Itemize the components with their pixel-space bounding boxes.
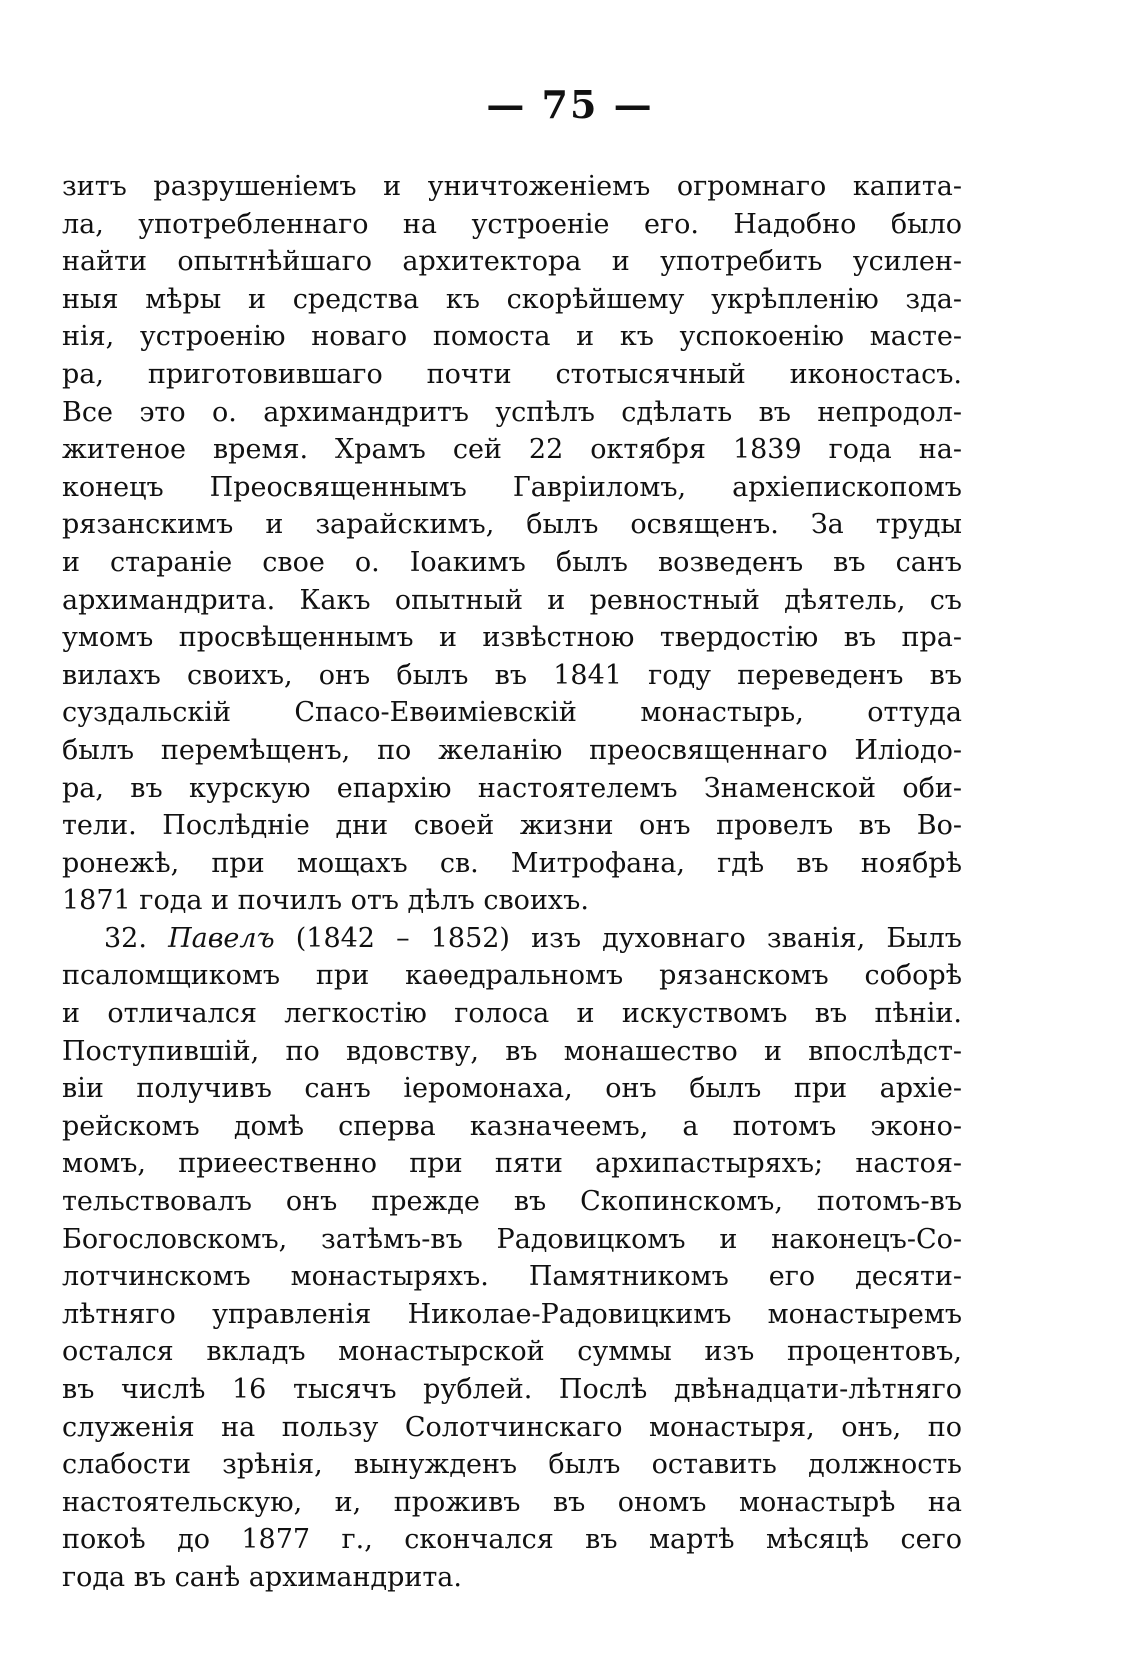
text-line: ронежѣ, при мощахъ св. Митрофана, гдѣ въ ноябрѣ bbox=[62, 847, 962, 879]
text-line: ра, приготовившаго почти стотысячный иконостасъ. bbox=[62, 358, 962, 390]
entry-name: Павелъ bbox=[168, 922, 275, 954]
text-line: умомъ просвѣщеннымъ и извѣстною твердостію въ пра- bbox=[62, 622, 962, 654]
text-line: житеное время. Храмъ сей 22 октября 1839 года на- bbox=[62, 434, 962, 466]
text-line: псаломщикомъ при каѳедральномъ рязанскомъ соборѣ bbox=[62, 960, 962, 992]
text-line: слабости зрѣнія, вынужденъ былъ оставить должность bbox=[62, 1449, 962, 1481]
paragraph-1 bbox=[62, 168, 962, 920]
text-line: былъ перемѣщенъ, по желанію преосвященнаго Иліодо- bbox=[62, 734, 962, 766]
text-line: зитъ разрушеніемъ и уничтоженіемъ огромнаго капита- bbox=[62, 171, 962, 202]
text-line: Все это о. архимандритъ успѣлъ сдѣлать въ непродол- bbox=[62, 396, 962, 428]
text-line: покоѣ до 1877 г., скончался въ мартѣ мѣсяцѣ сего bbox=[62, 1524, 962, 1556]
text-line: Поступившій, по вдовству, въ монашество и впослѣдст- bbox=[62, 1035, 962, 1067]
text-line: въ числѣ 16 тысячъ рублей. Послѣ двѣнадцати-лѣтняго bbox=[62, 1374, 962, 1405]
text-line: года въ санѣ архимандрита. bbox=[62, 1561, 462, 1593]
paragraph-2 bbox=[62, 920, 962, 1597]
body-text bbox=[62, 168, 962, 1597]
paragraph-2-first-line bbox=[62, 920, 962, 958]
text-line: и стараніе свое о. Іоакимъ былъ возведенъ въ санъ bbox=[62, 546, 962, 578]
text-line: настоятельскую, и, проживъ въ ономъ монастырѣ на bbox=[62, 1486, 962, 1518]
text-line: тели. Послѣдніе дни своей жизни онъ провелъ въ Во- bbox=[62, 810, 962, 842]
text-line: вилахъ своихъ, онъ былъ въ 1841 году переведенъ въ bbox=[62, 659, 962, 691]
page-number: — 75 — bbox=[486, 82, 654, 127]
entry-number: 32. bbox=[104, 922, 147, 954]
entry-first-line-rest: (1842 – 1852) изъ духовнаго званія, Былъ bbox=[295, 922, 962, 954]
text-line: момъ, приеественно при пяти архипастыряхъ; настоя- bbox=[62, 1148, 962, 1180]
text-line: ра, въ курскую епархію настоятелемъ Знаменской оби- bbox=[62, 772, 962, 804]
text-line: рязанскимъ и зарайскимъ, былъ освященъ. За труды bbox=[62, 509, 962, 541]
text-line: тельствовалъ онъ прежде въ Скопинскомъ, потомъ-въ bbox=[62, 1186, 962, 1218]
text-line: найти опытнѣйшаго архитектора и употребить усилен- bbox=[62, 246, 962, 278]
text-line: нія, устроенію новаго помоста и къ успокоенію масте- bbox=[62, 321, 962, 353]
text-line: лѣтняго управленія Николае-Радовицкимъ монастыремъ bbox=[62, 1298, 962, 1330]
text-line: ла, употребленнаго на устроеніе его. Надобно было bbox=[62, 208, 962, 240]
text-line: рейскомъ домѣ сперва казначеемъ, а потомъ эконо- bbox=[62, 1110, 962, 1142]
text-line: служенія на пользу Солотчинскаго монастыря, онъ, по bbox=[62, 1411, 962, 1443]
text-line: віи получивъ санъ іеромонаха, онъ былъ при архіе- bbox=[62, 1073, 962, 1105]
text-line: и отличался легкостію голоса и искуствомъ въ пѣніи. bbox=[62, 998, 962, 1030]
text-line: суздальскій Спасо-Евѳиміевскій монастырь, оттуда bbox=[62, 697, 962, 729]
text-line: Богословскомъ, затѣмъ-въ Радовицкомъ и наконецъ-Со- bbox=[62, 1223, 962, 1255]
text-line: ныя мѣры и средства къ скорѣйшему укрѣпленію зда- bbox=[62, 283, 962, 315]
text-line: 1871 года и почилъ отъ дѣлъ своихъ. bbox=[62, 885, 589, 917]
text-line: остался вкладъ монастырской суммы изъ процентовъ, bbox=[62, 1336, 962, 1368]
text-line: лотчинскомъ монастыряхъ. Памятникомъ его десяти- bbox=[62, 1261, 962, 1293]
text-line: конецъ Преосвященнымъ Гавріиломъ, архіепископомъ bbox=[62, 471, 962, 503]
text-line: архимандрита. Какъ опытный и ревностный дѣятель, съ bbox=[62, 584, 962, 616]
